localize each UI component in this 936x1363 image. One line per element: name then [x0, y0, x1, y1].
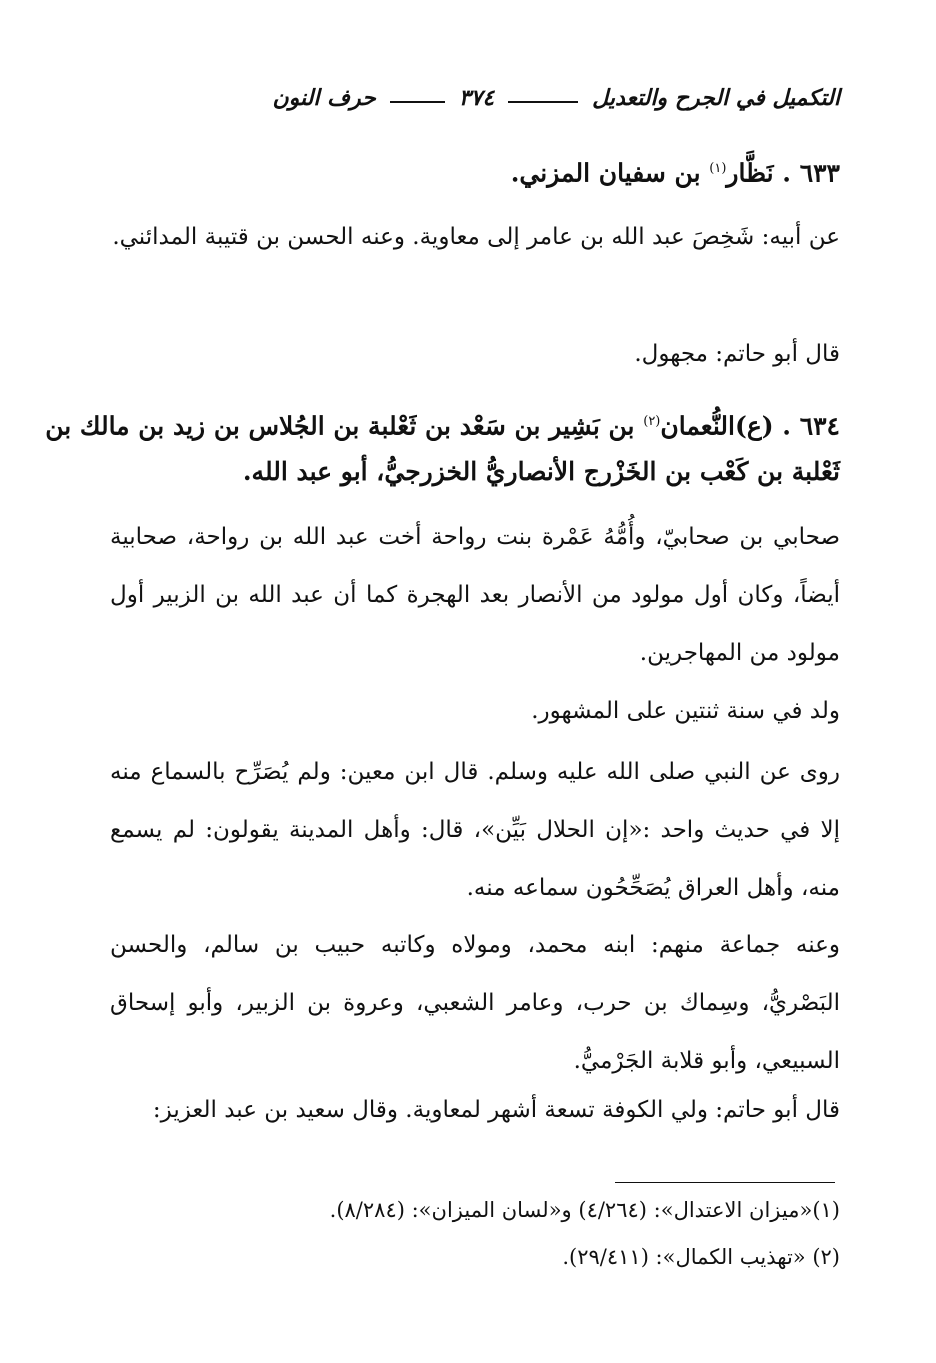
entry-634-paragraph: وعنه جماعة منهم: ابنه محمد، ومولاه وكاتبه حبيب بن سالم، والحسن البَصْريُّ، وسِماك بن حرب، وعامر الشعبي، وعروة بن الزبير، وأبو إسحاق السبيعي، وأبو قلابة الجَرْميُّ. — [110, 932, 840, 1074]
page-number: ٣٧٤ — [458, 85, 495, 111]
entry-633-heading — [110, 140, 840, 202]
running-header — [150, 78, 840, 118]
section-title: حرف النون — [272, 85, 376, 111]
entry-633-paragraph: قال أبو حاتم: مجهول. — [634, 341, 840, 367]
entry-number: ٦٣٣ . — [782, 158, 840, 188]
header-rule — [390, 101, 445, 103]
entry-name-rest: بن بَشِير بن سَعْد بن ثَعْلبة بن الجُلاس بن زيد بن مالك بن — [45, 411, 635, 441]
book-title: التكميل في الجرح والتعديل — [592, 85, 840, 111]
entry-number: ٦٣٤ . — [782, 411, 840, 441]
footnote-separator — [615, 1182, 835, 1183]
entry-634-paragraph: قال أبو حاتم: ولي الكوفة تسعة أشهر لمعاوية. وقال سعيد بن عبد العزيز: — [152, 1097, 840, 1123]
entry-634-paragraph: ولد في سنة ثنتين على المشهور. — [531, 698, 840, 724]
entry-634-paragraph: روى عن النبي صلى الله عليه وسلم. قال ابن معين: ولم يُصَرِّح بالسماع منه إلا في حديث واحد :«إن الحلال بَيِّن»، قال: وأهل المدينة يقولون: لم يسمع منه، وأهل العراق يُصَحِّحُون سماعه منه. — [110, 759, 840, 901]
entry-634-paragraph: صحابي بن صحابيّ، وأُمُّهُ عَمْرة بنت رواحة أخت عبد الله بن رواحة، صحابية أيضاً، وكان أول مولود من الأنصار بعد الهجرة كما أن عبد الله بن الزبير أول مولود من المهاجرين. — [110, 524, 840, 666]
entry-633-paragraph: عن أبيه: شَخِصَ عبد الله بن عامر إلى معاوية. وعنه الحسن بن قتيبة المدائني. — [112, 224, 840, 250]
footnote-ref: (١) — [709, 161, 727, 176]
footnote-1: (١)«ميزان الاعتدال»: (٤/٢٦٤) و«لسان الميزان»: (٨/٢٨٤). — [329, 1198, 840, 1222]
entry-name: نَظَّار — [726, 158, 774, 188]
entry-name-rest: بن سفيان المزني. — [510, 158, 701, 188]
entry-name: النُّعمان — [660, 411, 735, 441]
header-rule — [508, 101, 578, 103]
footnote-2: (٢) «تهذيب الكمال»: (٢٩/٤١١). — [562, 1245, 840, 1269]
entry-634-heading-line2: ثَعْلبة بن كَعْب بن الخَزْرج الأنصاريُّ الخزرجيُّ، أبو عبد الله. — [242, 457, 840, 486]
entry-prefix: (ع) — [734, 411, 774, 441]
footnote-ref: (٢) — [643, 414, 661, 429]
